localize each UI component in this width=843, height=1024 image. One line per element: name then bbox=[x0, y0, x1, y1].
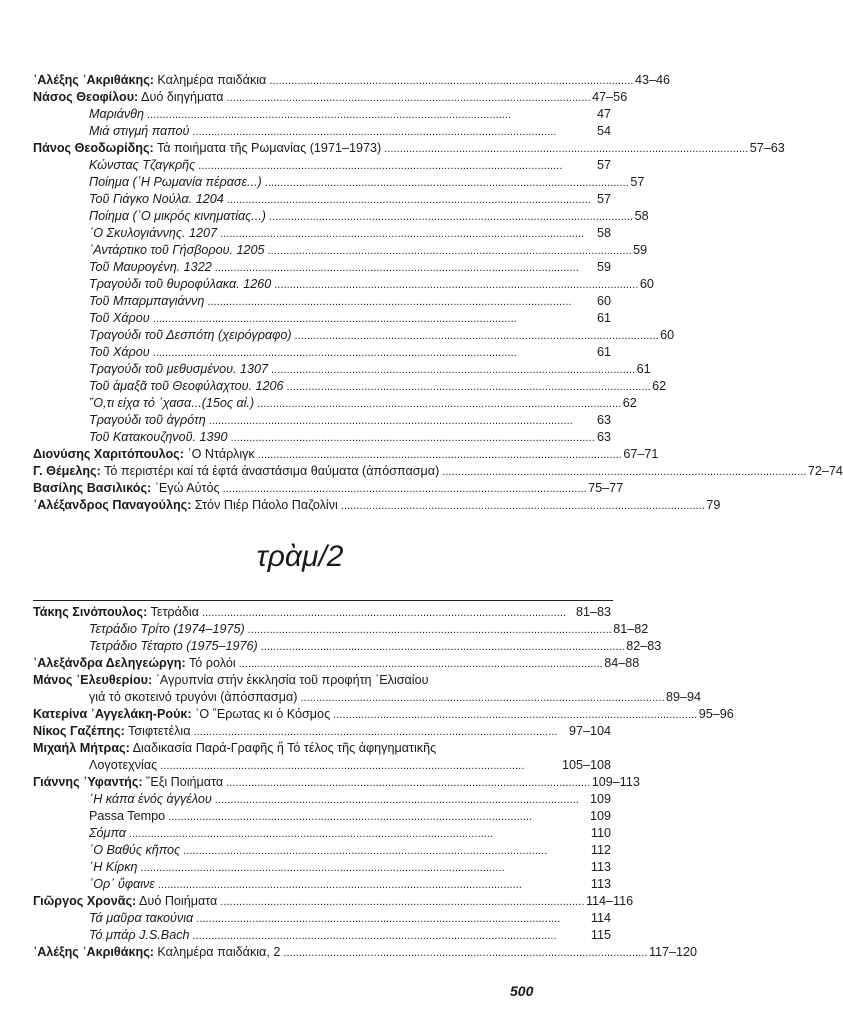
entry-label bbox=[89, 842, 180, 859]
entry-label bbox=[89, 242, 265, 259]
page-range: 114–116 bbox=[585, 894, 634, 908]
entry-label bbox=[89, 791, 212, 808]
entry-label bbox=[89, 344, 150, 361]
work-title: Τοῦ Γιάγκο Νούλα. 1204 bbox=[89, 192, 224, 206]
leader-dots bbox=[207, 293, 594, 311]
toc-entry bbox=[33, 944, 698, 961]
author-name: Μιχαήλ Μήτρας: bbox=[33, 741, 130, 755]
leader-dots bbox=[283, 944, 646, 962]
author-name: Γιῶργος Χρονᾶς: bbox=[33, 894, 137, 908]
leader-dots bbox=[269, 208, 632, 226]
toc-subentry bbox=[33, 310, 611, 327]
leader-dots bbox=[269, 72, 632, 90]
leader-dots bbox=[442, 463, 805, 481]
entry-label bbox=[89, 293, 204, 310]
toc-subentry bbox=[33, 808, 611, 825]
toc-subentry bbox=[33, 791, 611, 808]
author-name: ᾿Αλέξης ᾿Ακριθάκης: bbox=[33, 73, 154, 87]
toc-subentry bbox=[33, 859, 611, 876]
page-range: 72–74 bbox=[807, 464, 843, 478]
toc-entry bbox=[33, 706, 734, 723]
work-title: ῾Η κάπα ἑνός ἀγγέλου bbox=[89, 792, 212, 806]
page-range: 113 bbox=[590, 860, 611, 874]
leader-dots bbox=[215, 791, 587, 809]
toc-subentry bbox=[33, 429, 611, 446]
leader-dots bbox=[257, 395, 620, 413]
work-title: ᾿Ο ῎Ερωτας κι ὁ Κόσμος bbox=[191, 707, 331, 721]
entry-label bbox=[89, 276, 271, 293]
toc-subentry bbox=[33, 242, 648, 259]
entry-label bbox=[33, 604, 199, 621]
section-divider bbox=[33, 600, 613, 601]
leader-dots bbox=[215, 259, 594, 277]
toc-entry bbox=[33, 497, 721, 514]
leader-dots bbox=[261, 638, 624, 656]
work-title: Τραγούδι τοῦ Δεσπότη (χειρόγραφο) bbox=[89, 328, 292, 342]
toc-subentry bbox=[33, 910, 611, 927]
entry-label bbox=[89, 174, 262, 191]
page-range: 63 bbox=[596, 430, 611, 444]
entry-label bbox=[89, 191, 224, 208]
author-name: ᾿Αλέξανδρος Παναγούλης: bbox=[33, 498, 192, 512]
leader-dots bbox=[265, 174, 628, 192]
page-range: 43–46 bbox=[634, 73, 670, 87]
work-title: Διαδικασία Παρά-Γραφῆς ἤ Τό τέλος τῆς ἀφηγηματικῆς bbox=[129, 741, 437, 755]
entry-label bbox=[33, 944, 280, 961]
entry-label bbox=[33, 655, 236, 672]
toc-subentry bbox=[33, 123, 611, 140]
work-title: Τραγούδι τοῦ μεθυσμένου. 1307 bbox=[89, 362, 269, 376]
work-title: ῞Ο,τι είχα τό ᾿χασα...(15ος αἰ.) bbox=[89, 396, 255, 410]
toc-subentry bbox=[33, 225, 611, 242]
page-range: 61 bbox=[596, 345, 611, 359]
work-title: ᾿Ο Βαθύς κῆπος bbox=[89, 843, 181, 857]
entry-label bbox=[89, 429, 228, 446]
entry-label bbox=[33, 446, 255, 463]
entry-label bbox=[33, 774, 223, 791]
work-title: Τσιφτετέλια bbox=[124, 724, 191, 738]
toc-subentry bbox=[33, 621, 649, 638]
leader-dots bbox=[239, 655, 602, 673]
entry-label bbox=[33, 706, 330, 723]
page-range: 75–77 bbox=[588, 481, 624, 495]
entry-label bbox=[89, 208, 266, 225]
work-title: Στόν Πιέρ Πάολο Παζολίνι bbox=[191, 498, 338, 512]
toc-entry bbox=[33, 723, 611, 740]
work-title: Τραγούδι τοῦ θυροφύλακα. 1260 bbox=[89, 277, 272, 291]
author-name: Τάκης Σινόπουλος: bbox=[33, 605, 148, 619]
work-title: Μαριάνθη bbox=[89, 107, 144, 121]
entry-label bbox=[89, 327, 292, 344]
work-title: Passa Tempo bbox=[89, 809, 166, 823]
work-title: ῾Η Κίρκη bbox=[89, 860, 138, 874]
page-range: 113 bbox=[590, 877, 611, 891]
work-title: Καλημέρα παιδάκια, 2 bbox=[153, 945, 281, 959]
entry-label bbox=[89, 927, 190, 944]
toc-entry bbox=[33, 89, 628, 106]
toc-section-1 bbox=[33, 72, 843, 514]
page-range: 112 bbox=[590, 843, 611, 857]
author-name: Γιάννης ᾿Υφαντής: bbox=[33, 775, 143, 789]
page-range: 61 bbox=[636, 362, 651, 376]
work-title: Τό περιστέρι καί τά ἑφτά ἀναστάσιμα θαύματα (ἀπόσπασμα) bbox=[100, 464, 440, 478]
entry-label bbox=[89, 876, 155, 893]
work-title: Τοῦ Χάρου bbox=[89, 311, 150, 325]
work-title: ᾿Ο Ντάρλιγκ bbox=[183, 447, 255, 461]
work-title: ᾿Ο Σκυλογιάννης. 1207 bbox=[89, 226, 218, 240]
page-range: 105–108 bbox=[561, 758, 611, 772]
toc-subentry bbox=[33, 106, 611, 123]
page-range: 58 bbox=[634, 209, 649, 223]
entry-label bbox=[89, 310, 150, 327]
leader-dots bbox=[153, 310, 594, 328]
work-title: Μιά στιγμή παπού bbox=[89, 124, 190, 138]
leader-dots bbox=[226, 774, 589, 792]
page-range: 67–71 bbox=[623, 447, 659, 461]
toc-subentry bbox=[33, 395, 637, 412]
toc-entry bbox=[33, 140, 785, 157]
work-title: Τοῦ Μπαρμπαγιάννη bbox=[89, 294, 205, 308]
toc-entry bbox=[33, 740, 611, 757]
entry-label bbox=[89, 412, 206, 429]
toc-entry-continuation bbox=[33, 689, 702, 706]
entry-label bbox=[33, 723, 191, 740]
toc-subentry bbox=[33, 174, 645, 191]
toc-entry bbox=[33, 655, 640, 672]
leader-dots bbox=[153, 344, 594, 362]
page-range: 60 bbox=[660, 328, 675, 342]
entry-label bbox=[89, 638, 258, 655]
leader-dots bbox=[271, 361, 634, 379]
work-title: Δυό Ποιήματα bbox=[136, 894, 218, 908]
leader-dots bbox=[287, 378, 650, 396]
work-title: Τοῦ Μαυρογένη. 1322 bbox=[89, 260, 212, 274]
toc-subentry bbox=[33, 412, 611, 429]
toc-subentry bbox=[33, 208, 649, 225]
work-title: Τετράδια bbox=[147, 605, 199, 619]
work-title: Σόμπα bbox=[89, 826, 126, 840]
leader-dots bbox=[147, 106, 594, 124]
work-title: Τοῦ Χάρου bbox=[89, 345, 150, 359]
author-name: Μάνος ᾿Ελευθερίου: bbox=[33, 673, 153, 687]
toc-subentry bbox=[33, 638, 662, 655]
leader-dots bbox=[196, 910, 588, 928]
page-range: 89–94 bbox=[666, 690, 702, 704]
page-range: 114 bbox=[590, 911, 611, 925]
entry-label bbox=[89, 123, 189, 140]
page-range: 62 bbox=[652, 379, 667, 393]
leader-dots bbox=[183, 842, 588, 860]
toc-subentry bbox=[33, 276, 654, 293]
leader-dots bbox=[268, 242, 631, 260]
work-title: ῞Εξι Ποιήματα bbox=[142, 775, 224, 789]
author-name: Διονύσης Χαριτόπουλος: bbox=[33, 447, 184, 461]
leader-dots bbox=[129, 825, 588, 843]
entry-label bbox=[89, 106, 144, 123]
toc-subentry bbox=[33, 293, 611, 310]
leader-dots bbox=[192, 123, 594, 141]
toc-entry bbox=[33, 463, 843, 480]
work-title: Ποίημα (᾿Η Ρωμανία πέρασε...) bbox=[89, 175, 262, 189]
toc-entry bbox=[33, 72, 670, 89]
page-range: 79 bbox=[706, 498, 721, 512]
page-range: 54 bbox=[596, 124, 611, 138]
toc-entry bbox=[33, 604, 611, 621]
leader-dots bbox=[220, 225, 594, 243]
page-range: 95–96 bbox=[698, 707, 734, 721]
page-range: 97–104 bbox=[568, 724, 611, 738]
work-title: Τοῦ Κατακουζηνοῦ. 1390 bbox=[89, 430, 228, 444]
work-title: Τό ρολόι bbox=[185, 656, 236, 670]
page-range: 109 bbox=[589, 792, 611, 806]
page-range: 57 bbox=[596, 158, 611, 172]
entry-label bbox=[89, 621, 245, 638]
leader-dots bbox=[384, 140, 747, 158]
entry-label bbox=[89, 395, 254, 412]
toc-subentry bbox=[33, 825, 611, 842]
work-title: Τά μαῦρα τακούνια bbox=[89, 911, 194, 925]
leader-dots bbox=[274, 276, 637, 294]
author-name: ᾿Αλεξάνδρα Δεληγεώργη: bbox=[33, 656, 186, 670]
author-name: Γ. Θέμελης: bbox=[33, 464, 101, 478]
work-title: Κώνστας Τζαγκρῆς bbox=[89, 158, 196, 172]
leader-dots bbox=[198, 157, 594, 175]
work-title: Καλημέρα παιδάκια bbox=[153, 73, 267, 87]
entry-label bbox=[89, 157, 195, 174]
toc-entry bbox=[33, 672, 611, 689]
toc-entry bbox=[33, 480, 624, 497]
page-range: 109–113 bbox=[591, 775, 640, 789]
toc-subentry bbox=[33, 191, 611, 208]
work-title: ᾿Ορ᾿ ὕφαινε bbox=[89, 877, 155, 891]
entry-label bbox=[33, 480, 220, 497]
toc-subentry bbox=[33, 876, 611, 893]
entry-label bbox=[89, 910, 193, 927]
entry-label bbox=[33, 72, 266, 89]
leader-dots bbox=[333, 706, 696, 724]
entry-label bbox=[89, 825, 126, 842]
work-title: Τά ποιήματα τῆς Ρωμανίας (1971–1973) bbox=[153, 141, 382, 155]
toc-subentry bbox=[33, 259, 611, 276]
toc-subentry bbox=[33, 842, 611, 859]
toc-subentry bbox=[33, 344, 611, 361]
entry-label bbox=[89, 259, 212, 276]
page-range: 81–82 bbox=[613, 622, 649, 636]
entry-label bbox=[89, 808, 165, 825]
work-title: Τετράδιο Τέταρτο (1975–1976) bbox=[89, 639, 258, 653]
entry-label bbox=[33, 672, 429, 689]
author-name: Πάνος Θεοδωρίδης: bbox=[33, 141, 154, 155]
page-range: 110 bbox=[590, 826, 611, 840]
work-title: ᾿Αγρυπνία στήν ἐκκλησία τοῦ προφήτη ᾿Ελισαίου bbox=[152, 673, 429, 687]
author-name: Βασίλης Βασιλικός: bbox=[33, 481, 152, 495]
toc-subentry bbox=[33, 327, 675, 344]
leader-dots bbox=[223, 480, 586, 498]
leader-dots bbox=[168, 808, 587, 826]
work-title: Ποίημα (᾿Ο μικρός κινηματίας...) bbox=[89, 209, 266, 223]
leader-dots bbox=[227, 89, 590, 107]
leader-dots bbox=[158, 876, 588, 894]
work-title: ᾿Εγώ Αὐτός bbox=[151, 481, 220, 495]
entry-label bbox=[33, 893, 217, 910]
page-range: 57–63 bbox=[749, 141, 785, 155]
page-range: 58 bbox=[596, 226, 611, 240]
leader-dots bbox=[258, 446, 621, 464]
page-range: 84–88 bbox=[604, 656, 640, 670]
page-number: 500 bbox=[510, 983, 534, 999]
author-name: Νάσος Θεοφίλου: bbox=[33, 90, 139, 104]
page-range: 59 bbox=[633, 243, 648, 257]
work-title: Δυό διηγήματα bbox=[138, 90, 224, 104]
work-title-continuation: γιά τό σκοτεινό τρυγόνι (ἀπόσπασμα) bbox=[89, 690, 298, 704]
toc-entry bbox=[33, 893, 634, 910]
toc-entry bbox=[33, 446, 659, 463]
entry-label bbox=[33, 140, 381, 157]
leader-dots bbox=[141, 859, 588, 877]
leader-dots bbox=[248, 621, 611, 639]
page-range: 47 bbox=[596, 107, 611, 121]
page-range: 57 bbox=[596, 192, 611, 206]
author-name: ᾿Αλέξης ᾿Ακριθάκης: bbox=[33, 945, 154, 959]
toc-subentry bbox=[33, 927, 611, 944]
page-range: 47–56 bbox=[592, 90, 628, 104]
entry-label bbox=[33, 497, 338, 514]
page-range: 117–120 bbox=[648, 945, 698, 959]
page-range: 62 bbox=[622, 396, 637, 410]
toc-subentry bbox=[33, 157, 611, 174]
leader-dots bbox=[227, 191, 594, 209]
leader-dots bbox=[220, 893, 583, 911]
page-range: 63 bbox=[596, 413, 611, 427]
page-range: 115 bbox=[590, 928, 611, 942]
entry-label bbox=[33, 463, 439, 480]
entry-label bbox=[89, 361, 268, 378]
entry-label bbox=[89, 225, 217, 242]
toc-subentry bbox=[33, 378, 667, 395]
leader-dots bbox=[341, 497, 704, 515]
page-range: 59 bbox=[596, 260, 611, 274]
toc-subentry bbox=[33, 361, 651, 378]
toc-section-2 bbox=[33, 604, 734, 961]
author-name: Κατερίνα ᾿Αγγελάκη-Ρούκ: bbox=[33, 707, 192, 721]
page-range: 81–83 bbox=[575, 605, 611, 619]
page-range: 109 bbox=[589, 809, 611, 823]
leader-dots bbox=[209, 412, 594, 430]
page-range: 60 bbox=[639, 277, 654, 291]
work-title: Τετράδιο Τρίτο (1974–1975) bbox=[89, 622, 245, 636]
page-range: 60 bbox=[596, 294, 611, 308]
leader-dots bbox=[202, 604, 573, 622]
author-name: Νίκος Γαζέπης: bbox=[33, 724, 125, 738]
page-range: 82–83 bbox=[626, 639, 662, 653]
work-title: ᾿Αντάρτικο τοῦ Γήσβορου. 1205 bbox=[89, 243, 265, 257]
leader-dots bbox=[295, 327, 658, 345]
work-title: Τοῦ ἁμαξᾶ τοῦ Θεοφύλαχτου. 1206 bbox=[89, 379, 284, 393]
leader-dots bbox=[193, 927, 588, 945]
work-title-continuation: Λογοτεχνίας bbox=[89, 758, 158, 772]
toc-entry-continuation bbox=[33, 757, 611, 774]
entry-label bbox=[89, 378, 284, 395]
page-range: 61 bbox=[596, 311, 611, 325]
work-title: Τραγούδι τοῦ ἀγρότη bbox=[89, 413, 206, 427]
work-title: Τό μπάρ J.S.Bach bbox=[89, 928, 190, 942]
entry-label bbox=[33, 89, 224, 106]
entry-label bbox=[33, 740, 436, 757]
toc-entry bbox=[33, 774, 640, 791]
leader-dots bbox=[300, 689, 663, 707]
section-heading: τρὰμ/2 bbox=[256, 540, 344, 573]
leader-dots bbox=[160, 757, 559, 775]
leader-dots bbox=[231, 429, 594, 447]
entry-label bbox=[89, 859, 138, 876]
page-range: 57 bbox=[630, 175, 645, 189]
leader-dots bbox=[194, 723, 566, 741]
